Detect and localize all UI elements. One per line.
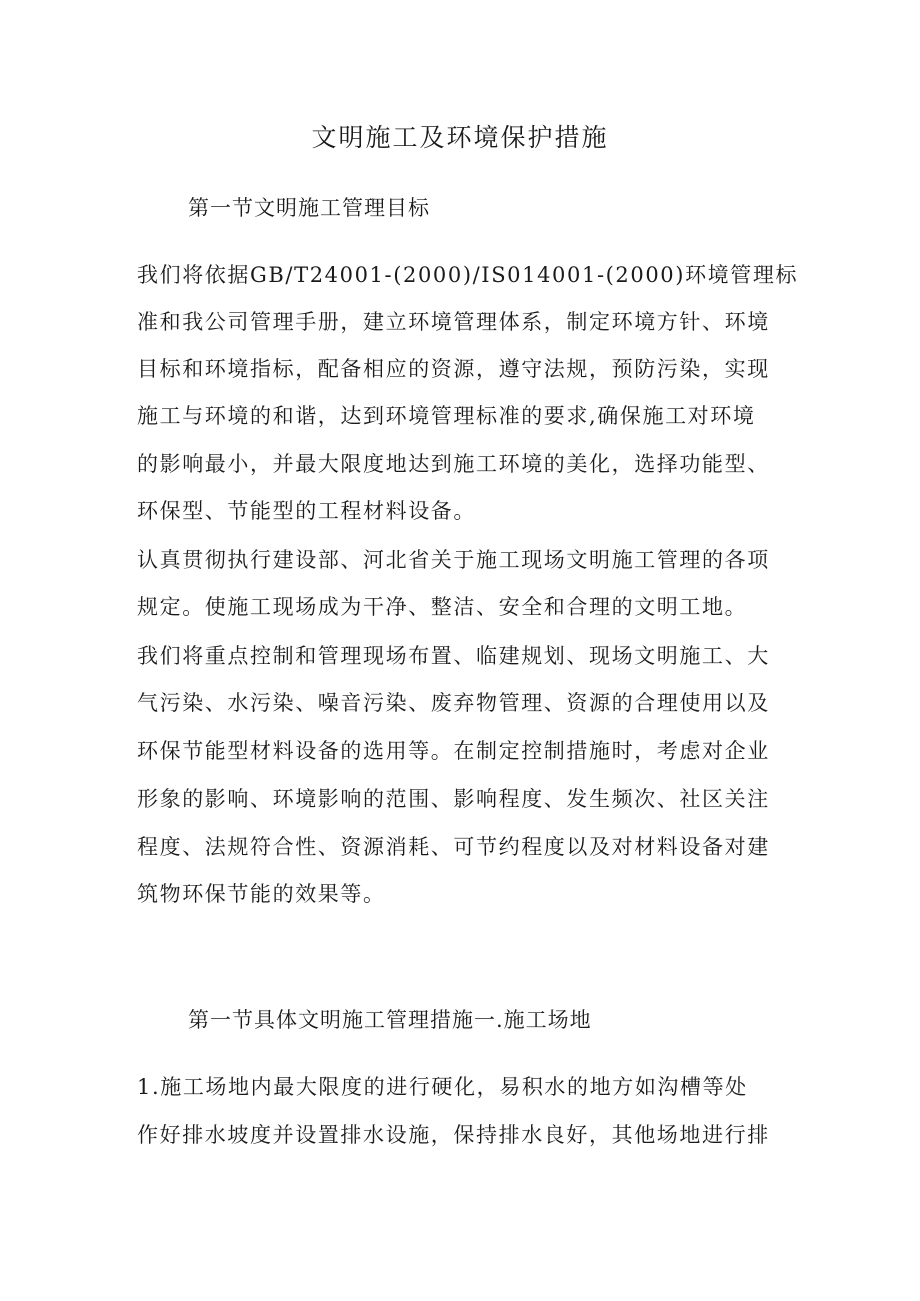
paragraph-line: 的影响最小，并最大限度地达到施工环境的美化，选择功能型、: [137, 452, 770, 476]
paragraph-line: 环保节能型材料设备的选用等。在制定控制措施时，考虑对企业: [137, 739, 770, 763]
paragraph-line: 气污染、水污染、噪音污染、废弃物管理、资源的合理使用以及: [137, 691, 770, 715]
paragraph-line: 我们将依据GB/T24001-(2000)/IS014001-(2000)环境管理标: [137, 263, 799, 287]
paragraph-line: 我们将重点控制和管理现场布置、临建规划、现场文明施工、大: [137, 644, 770, 668]
paragraph-line: 施工与环境的和谐，达到环境管理标准的要求,确保施工对环境: [137, 404, 756, 428]
paragraph-line: 作好排水坡度并设置排水设施，保持排水良好，其他场地进行排: [137, 1123, 770, 1147]
section-heading-1: 第一节文明施工管理目标: [188, 196, 430, 220]
section-heading-2: 第一节具体文明施工管理措施一.施工场地: [188, 1008, 592, 1032]
paragraph-line: 认真贯彻执行建设部、河北省关于施工现场文明施工管理的各项: [137, 548, 770, 572]
paragraph-line: 筑物环保节能的效果等。: [137, 882, 386, 906]
document-title: 文明施工及环境保护措施: [311, 123, 609, 152]
paragraph-line: 程度、法规符合性、资源消耗、可节约程度以及对材料设备对建: [137, 835, 770, 859]
paragraph-line: 准和我公司管理手册，建立环境管理体系，制定环境方针、环境: [137, 310, 770, 334]
paragraph-line: 目标和环境指标，配备相应的资源，遵守法规，预防污染，实现: [137, 357, 770, 381]
paragraph-line: 形象的影响、环境影响的范围、影响程度、发生频次、社区关注: [137, 787, 770, 811]
paragraph-line: 环保型、节能型的工程材料设备。: [137, 499, 476, 523]
paragraph-line: 规定。使施工现场成为干净、整洁、安全和合理的文明工地。: [137, 595, 748, 619]
paragraph-line: 1.施工场地内最大限度的进行硬化，易积水的地方如沟槽等处: [137, 1075, 748, 1099]
